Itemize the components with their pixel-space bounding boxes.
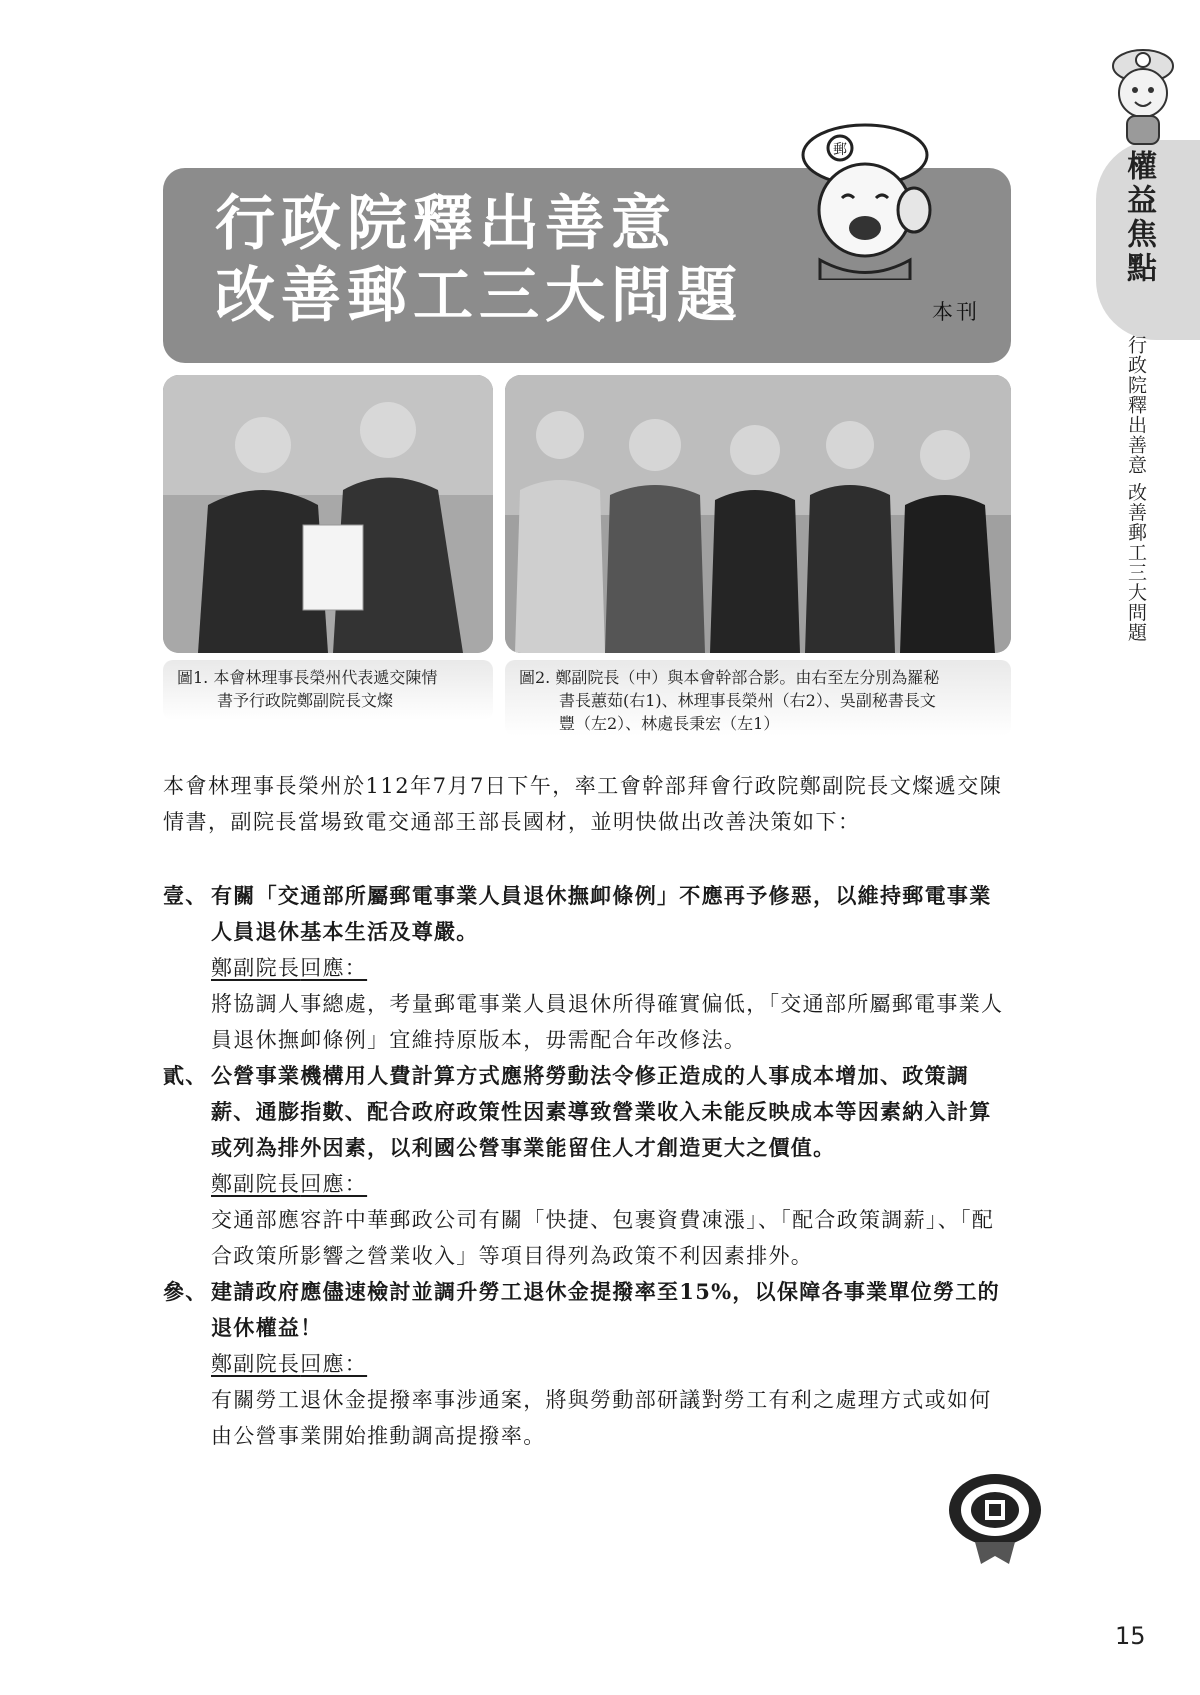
response-text: 將協調人事總處，考量郵電事業人員退休所得確實偏低，「交通部所屬郵電事業人員退休撫卹條例」宜維持原版本，毋需配合年改修法。 xyxy=(211,992,1004,1052)
mascot-icon xyxy=(1103,38,1183,148)
response-suffix: 回應： xyxy=(300,956,368,980)
list-item xyxy=(163,878,1013,1058)
item-demand: 建請政府應儘速檢討並調升勞工退休金提撥率至15%，以保障各事業單位勞工的退休權益！ xyxy=(211,1279,1000,1340)
response-text: 有關勞工退休金提撥率事涉通案，將與勞動部研議對勞工有利之處理方式或如何由公營事業開始推動調高提撥率。 xyxy=(211,1388,992,1448)
response-text: 交通部應容許中華郵政公司有關「快捷、包裹資費凍漲」、「配合政策調薪」、「配合政策所影響之營業收入」等項目得列為政策不利因素排外。 xyxy=(211,1208,995,1268)
figure-1-caption xyxy=(163,660,493,720)
list-item xyxy=(163,1058,1013,1274)
byline: 本刊 xyxy=(932,300,980,324)
decision-list xyxy=(163,878,1013,1454)
section-tab-label: 權益焦點 xyxy=(1121,150,1156,286)
figure-2-caption-line-2: 書長蕙茹(右1)、林理事長榮州（右2）、吳副秘書長文 xyxy=(559,691,936,710)
photo-group xyxy=(505,375,1011,653)
response-suffix: 回應： xyxy=(300,1172,368,1196)
figure-1-caption-line-1: 圖1. 本會林理事長榮州代表遞交陳情 xyxy=(177,668,438,687)
item-demand: 公營事業機構用人費計算方式應將勞動法令修正造成的人事成本增加、政策調薪、通膨指數、配合政府政策性因素導致營業收入未能反映成本等因素納入計算或列為排外因素，以利國公營事業能留住人才創造更大之價值。 xyxy=(211,1063,992,1160)
figure-2-caption-line-3: 豐（左2）、林處長秉宏（左1） xyxy=(559,714,780,733)
article-title xyxy=(215,188,743,332)
item-demand: 有關「交通部所屬郵電事業人員退休撫卹條例」不應再予修惡，以維持郵電事業人員退休基本生活及尊嚴。 xyxy=(211,883,992,944)
title-line-2: 改善郵工三大問題 xyxy=(215,261,743,331)
union-logo-icon xyxy=(945,1470,1045,1566)
response-heading xyxy=(211,1346,1013,1382)
photo-petition-handover xyxy=(163,375,493,653)
list-item xyxy=(163,1274,1013,1454)
item-number: 參、 xyxy=(163,1279,208,1304)
mascot-shouting-icon xyxy=(780,110,950,280)
running-title: 行政院釋出善意 改善郵工三大問題 xyxy=(1125,335,1147,643)
response-label: 鄭副院長 xyxy=(211,1352,301,1376)
response-label: 鄭副院長 xyxy=(211,1172,301,1196)
figure-1-caption-line-2: 書予行政院鄭副院長文燦 xyxy=(217,691,394,710)
title-line-1: 行政院釋出善意 xyxy=(215,189,677,259)
response-label: 鄭副院長 xyxy=(211,956,301,980)
item-number: 貳、 xyxy=(163,1063,208,1088)
response-heading xyxy=(211,1166,1013,1202)
item-number: 壹、 xyxy=(163,883,208,908)
svg-text:郵: 郵 xyxy=(833,142,847,158)
page-number: 15 xyxy=(1115,1622,1146,1650)
response-suffix: 回應： xyxy=(300,1352,368,1376)
response-heading xyxy=(211,950,1013,986)
intro-paragraph: 本會林理事長榮州於112年7月7日下午，率工會幹部拜會行政院鄭副院長文燦遞交陳情書，副院長當場致電交通部王部長國材，並明快做出改善決策如下： xyxy=(163,774,1003,834)
figure-2-caption-line-1: 圖2. 鄭副院長（中）與本會幹部合影。由右至左分別為羅秘 xyxy=(519,668,940,687)
figure-2-caption xyxy=(505,660,1011,736)
